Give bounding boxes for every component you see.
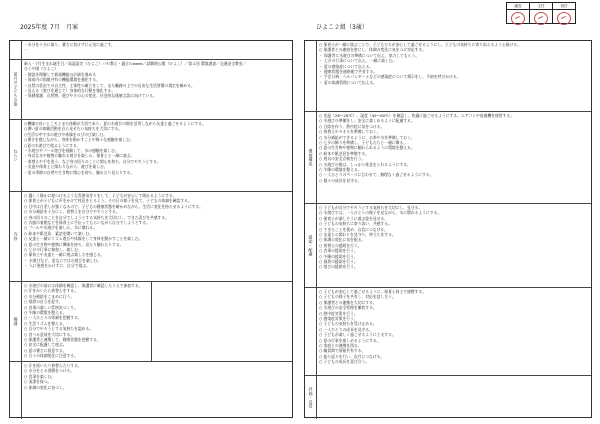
text-line: ○ 夏の行事を楽しめるようにする。 (319, 337, 381, 343)
text-line: ・ 夏の感染症について伝える。 (319, 63, 374, 69)
stamp-cell-chief (530, 2, 553, 24)
section-label-cell (305, 376, 317, 419)
text-line: ・友達や保育士と関わりながら、遊びを楽しむ。 (24, 164, 108, 170)
text-line: ○ 水分補給を十分にし、着替えを自分でやろうとする。 (24, 209, 120, 215)
text-line: ○ 安全に配慮して遊ぶ。 (24, 342, 67, 348)
left-section-4 (10, 281, 292, 361)
right-section-1 (305, 111, 591, 203)
text-line: ・ 七夕の行事について伝え、一緒に楽しむ。 (319, 58, 397, 64)
section-text-block (24, 363, 290, 419)
text-line: ・着替えや手を洗う、など身の回りのことに関心を持ち、自分でやろうとする。 (24, 158, 161, 164)
text-line: ひぐや園（ひよこ） (24, 66, 59, 72)
right-section-3 (305, 287, 591, 375)
text-line: ○ 水分をとる習慣をつける。 (24, 368, 75, 374)
plan-type-label: 月案 (66, 24, 79, 31)
right-plan-panel (304, 40, 592, 418)
section-label-cell (305, 112, 317, 203)
text-line: ・夏の季節の自然や生き物に関心を持ち、触れたり見たりする。 (24, 169, 135, 175)
text-line: ○ 一人ひとりのペースに合わせて、無理なく過ごせるようにする。 (319, 172, 434, 178)
text-line: ○ 水遊びの後は、しっかり休息をとれるようにする。 (319, 161, 411, 167)
text-line: ○ 遊びの援助を行う。 (319, 264, 358, 270)
text-line: ・保健保護、自然物、遊びやその心の変化、社会的な価値言語に向けている。 (24, 93, 157, 99)
text-line: ○ 熱中症対策を行う。 (319, 310, 358, 316)
text-line: ○暑さを感じながら、身体を動かすことや様々な感触を楽しむ。 (24, 137, 134, 143)
text-line: ・ 健康状態を連絡帳で共有する。 (319, 69, 378, 75)
section-label-cell (10, 192, 22, 281)
text-line: ○ 夏の生き物や植物に触れられるように環境を整える。 (319, 145, 415, 151)
text-line: ・ 保護者に水遊びの準備について伝え、協力してもらう。 (319, 52, 420, 58)
text-line: ○ 保育士が一緒に遊ぶことで、子どもたちが安心して過ごせるようにし、子どもの気持ちに寄り添えるよう心掛ける。 (319, 42, 521, 47)
seal-mark-chief (534, 12, 548, 25)
section-text-block (319, 205, 589, 287)
text-line: ○ 振り返りを行い、次月につなげる。 (319, 353, 385, 359)
text-line: ○ 身の回りのことを自分でしようとする気持ちを大切にし、できた喜びを共感する。 (24, 214, 170, 220)
text-line: ○ 汗をかいたら着替えをする。 (24, 288, 78, 294)
text-line: ○ 子どもの成長を喜び合う。 (319, 359, 370, 365)
stamp-label-chief: 主任 (530, 3, 552, 10)
text-line: ・ (24, 47, 28, 53)
text-line: ・水遊びやプール遊びを経験して、水の感触を楽しむ。 (24, 148, 119, 154)
text-line: ○生活の中で水の遊びや体操をのびのび楽しむ。 (24, 131, 108, 137)
text-line: ○ できたことを褒め、自信につなげる。 (319, 226, 388, 232)
month-label: 7月 (50, 24, 60, 31)
text-line: ○ 水遊びの安全管理を徹底する。 (319, 305, 377, 311)
text-line: ○ 友達との関わりを見守り、仲立ちをする。 (319, 232, 396, 238)
text-line: ○ 一人ひとりの成長を見守る。 (319, 326, 373, 332)
text-line: ○ 保護者との連絡を密にし、体調の変化に気をつけ対応する。 (319, 47, 427, 53)
text-line: ○ 夏の生き物や植物に興味を持ち、見たり触れたりする。 (24, 241, 124, 247)
section-label-cell (10, 41, 22, 59)
section-label-cell (305, 204, 317, 287)
section-label: 養護 (13, 317, 19, 326)
text-line: ○ 家庭との連携を図る。 (319, 343, 362, 349)
section-label-cell (10, 282, 22, 361)
section-text-block (24, 283, 151, 361)
section-label-cell (305, 41, 317, 111)
text-line: ○ 生活リズムを整える。 (24, 320, 67, 326)
stamp-cell-teacher (553, 2, 576, 24)
right-section-2 (305, 203, 591, 287)
text-line: 新入・7月生まれ誕生日／高温設定（ひよこ）パセ教え・適合のweek／試験期公開（ひよこ）／第４回 環境調査／交通安全教室／ (24, 61, 247, 66)
text-line: ・ 水遊びなど、夏ならではの遊びを楽しむ。 (24, 257, 102, 263)
text-line: ・保育内の情報共有の機能環境を強化する。 (24, 77, 100, 83)
text-line: ○ 子どもが安心して過ごせるように、保育士同士で連携する。 (319, 289, 427, 294)
section-text-block (319, 377, 589, 419)
text-line: ○ 水遊びの準備をし、安全に楽しめるように配慮する。 (319, 118, 415, 124)
section-text-block (319, 42, 589, 111)
stamp-cell-principal (506, 2, 530, 24)
text-line: ○ 七夕の飾りを準備し、子どもたちと一緒に飾る。 (319, 140, 408, 146)
section-text-block (24, 42, 290, 59)
left-section-2 (10, 119, 292, 191)
text-line: ○ 水遊びの前には体調を確認し、保護者に確認したうえで参加する。 (24, 283, 143, 288)
text-line: ・水分を十分に取り、暑さに負けずに元気に過ごす。 (24, 42, 115, 47)
stamp-label-teacher: 担任 (553, 3, 575, 10)
text-line: ○ プールや水遊びを楽しみ、水に慣れる。 (24, 225, 97, 231)
text-line: ○ 保護者との連携を大切にする。 (319, 299, 377, 305)
text-line: ○ 遊具の安全点検を行う。 (319, 156, 366, 162)
text-line: ○ 子どもの気持ちを受け止める。 (319, 321, 377, 327)
class-name-label: ひよこ２組（3歳） (316, 24, 368, 31)
text-line: ○ 食事の援助を行う。 (319, 248, 358, 254)
text-line: ○ 室温（26〜28℃）、湿度（40〜60％）を確認し、快適に過ごせるようにする。エアコンや扇風機を使用する。 (319, 113, 514, 118)
section-label: 環境構成 (308, 148, 314, 167)
text-line: ・ 手足口病、ヘルパンギーナなどの感染症について掲示をし、予防を呼びかける。 (319, 74, 461, 80)
left-section-5 (10, 361, 292, 419)
text-line: ○ 保護者と連携して、健康状態を把握する。 (24, 337, 101, 343)
seal-mark-principal (511, 12, 525, 25)
text-line: ・ 人に迷惑をかけずに、自分で遊ぶ。 (24, 263, 90, 269)
text-line: ○ 自分でやろうとする気持ちを認める。 (24, 326, 94, 332)
approval-stamp-box (506, 2, 576, 24)
text-line: ・ 夏の体調管理について伝える。 (319, 79, 378, 85)
text-line: ○ 夏の暑さに留意する。 (24, 347, 67, 353)
text-line: ○ 午睡の環境を整える。 (319, 167, 362, 173)
text-line: ・自然の状況での自主性、主体性の確立をして、また職務の上での自由な生活習慣の規定を確める。 (24, 82, 195, 88)
text-line: ○ 衣服の着脱などを保育士に手伝ってもらいながら自分でしようとする。 (24, 220, 151, 226)
section-label: ねらい (13, 149, 19, 162)
text-line: ○ 着替えやタオルを準備しておく。 (319, 129, 381, 135)
text-line: ○ 食事の楽しい雰囲気づくり。 (24, 304, 78, 310)
text-line: ○ 水分補給をこまめに行う。 (24, 293, 75, 299)
text-line: ○ 排泄の自立を促す。 (24, 299, 63, 305)
text-line: ○ 子どもの気持ちに寄り添い、共感する。 (319, 221, 392, 227)
text-line: ・見える（遊びを通じて）身体的な行動を強化する。 (24, 88, 116, 94)
text-line: ○ 汗を拭いたり着替えたりする。 (24, 363, 82, 368)
section-label: 前月の子どもの姿 (13, 72, 19, 107)
section-label-cell (305, 288, 317, 375)
text-line: ・開設を理解して新規機能の計画を進める (24, 71, 97, 77)
text-line: ○機嫌の良いところとまた体験が大切であり、夏の水遊びの場を活用しながら友達と過ごせるようにする。 (24, 121, 206, 126)
text-line: ○ 水分補給ができるように、お茶や水を準備しておく。 (319, 134, 415, 140)
text-line: ○ 七夕の行事に参加し、楽しむ。 (24, 247, 82, 253)
text-line: ○ 午睡の援助を行う。 (319, 253, 358, 259)
plan-header (0, 24, 600, 38)
section-text-block (24, 121, 290, 191)
text-line: ○ 日々の体調変化に注意する。 (24, 353, 78, 359)
year-label: 2025年度 (20, 24, 48, 31)
text-line: ○ 優しく静かに寝つけるような雰囲気作りをして、子どもが安心して眠れるようにする。 (24, 193, 177, 198)
section-label: 援助・配慮 (308, 234, 314, 257)
text-line: ○ 食事を楽しむ。 (24, 373, 56, 379)
text-line: ○ 友達と一緒にリズム遊びや体操をして身体を動かすことを楽しむ。 (24, 236, 143, 242)
text-line: ○ 一人ひとりの体調を把握する。 (24, 315, 82, 321)
left-section-0 (10, 41, 292, 59)
text-line: ○ 体調の変化に気づく。 (24, 384, 67, 390)
section-label-cell (10, 362, 22, 419)
section-text-block (319, 113, 589, 203)
text-line: ○ 職員間で情報共有する。 (319, 348, 366, 354)
section-text-block (319, 289, 589, 375)
text-line: ○ 保育士や友達と一緒に遊ぶ楽しさを感じる。 (24, 252, 105, 258)
text-line: ○ 体調の変化に気を配る。 (319, 237, 366, 243)
text-line: ○ 絵本や紙芝居を準備する。 (319, 150, 370, 156)
text-line: ○ 食べる意欲を大切にする。 (24, 331, 75, 337)
column-divider (151, 282, 152, 361)
left-section-3 (10, 191, 292, 281)
text-line: ○暑い夏の体験活動を自ら見せたい気持ちを大切にする。 (24, 126, 123, 132)
section-label-cell (10, 60, 22, 119)
text-line: ○ 水遊びでは、一人ひとりの様子を見ながら、水に慣れるようにする。 (319, 210, 442, 216)
section-label: 評価・反省 (308, 386, 314, 409)
text-line: ○ 絵本や紙芝居、素話を聞いて楽しむ。 (24, 230, 94, 236)
left-section-1 (10, 59, 292, 119)
text-line: ○ 保育士が子どもに声をかけて休息をとるよう、その日の様子を見て、子どもの体調を確認する。 (24, 198, 192, 204)
text-line: ○ 日陰を作り、熱中症に気をつける。 (319, 123, 385, 129)
section-label-cell (10, 120, 22, 191)
text-line: ○夏の水遊びで遊ぶようにする。 (24, 142, 81, 148)
right-section-0 (305, 41, 591, 111)
text-line: ○ 日中は日差しが強くなるので、子どもの健康状態を確かめながら、生活に変化を持たせるようにする。 (24, 203, 204, 209)
text-line: ○ 個々の成長を見守る。 (319, 177, 362, 183)
text-line: ○ 保育士が楽しそうに遊ぶ姿を見せる。 (319, 215, 389, 221)
text-line: ○ 着替えの援助を行う。 (319, 242, 362, 248)
text-line: ・身近な水や植物に触れる遊びを楽しみ、保育士と一緒に遊ぶ。 (24, 153, 135, 159)
section-text-block (24, 61, 290, 119)
seal-mark-teacher (557, 12, 571, 25)
text-line: ○ 清潔を保つ。 (24, 379, 52, 385)
right-section-4 (305, 375, 591, 419)
section-text-block (24, 193, 290, 281)
text-line: ○ 子どもが楽しく過ごせるように工夫する。 (319, 332, 396, 338)
section-label: 内容 (13, 232, 19, 241)
text-line: ○ 感染症対策を行う。 (319, 316, 358, 322)
left-plan-panel (9, 40, 293, 418)
text-line: ○ 排泄の援助を行う。 (319, 259, 358, 265)
stamp-label-principal: 園長 (507, 3, 529, 10)
text-line: ○ 午睡の環境を整える。 (24, 310, 67, 316)
text-line: ○ 子どもの様子を共有し、対応を話し合う。 (319, 294, 396, 300)
text-line: ○ 子どもが自分でやろうとする気持ちを大切にし、見守る。 (319, 205, 423, 210)
